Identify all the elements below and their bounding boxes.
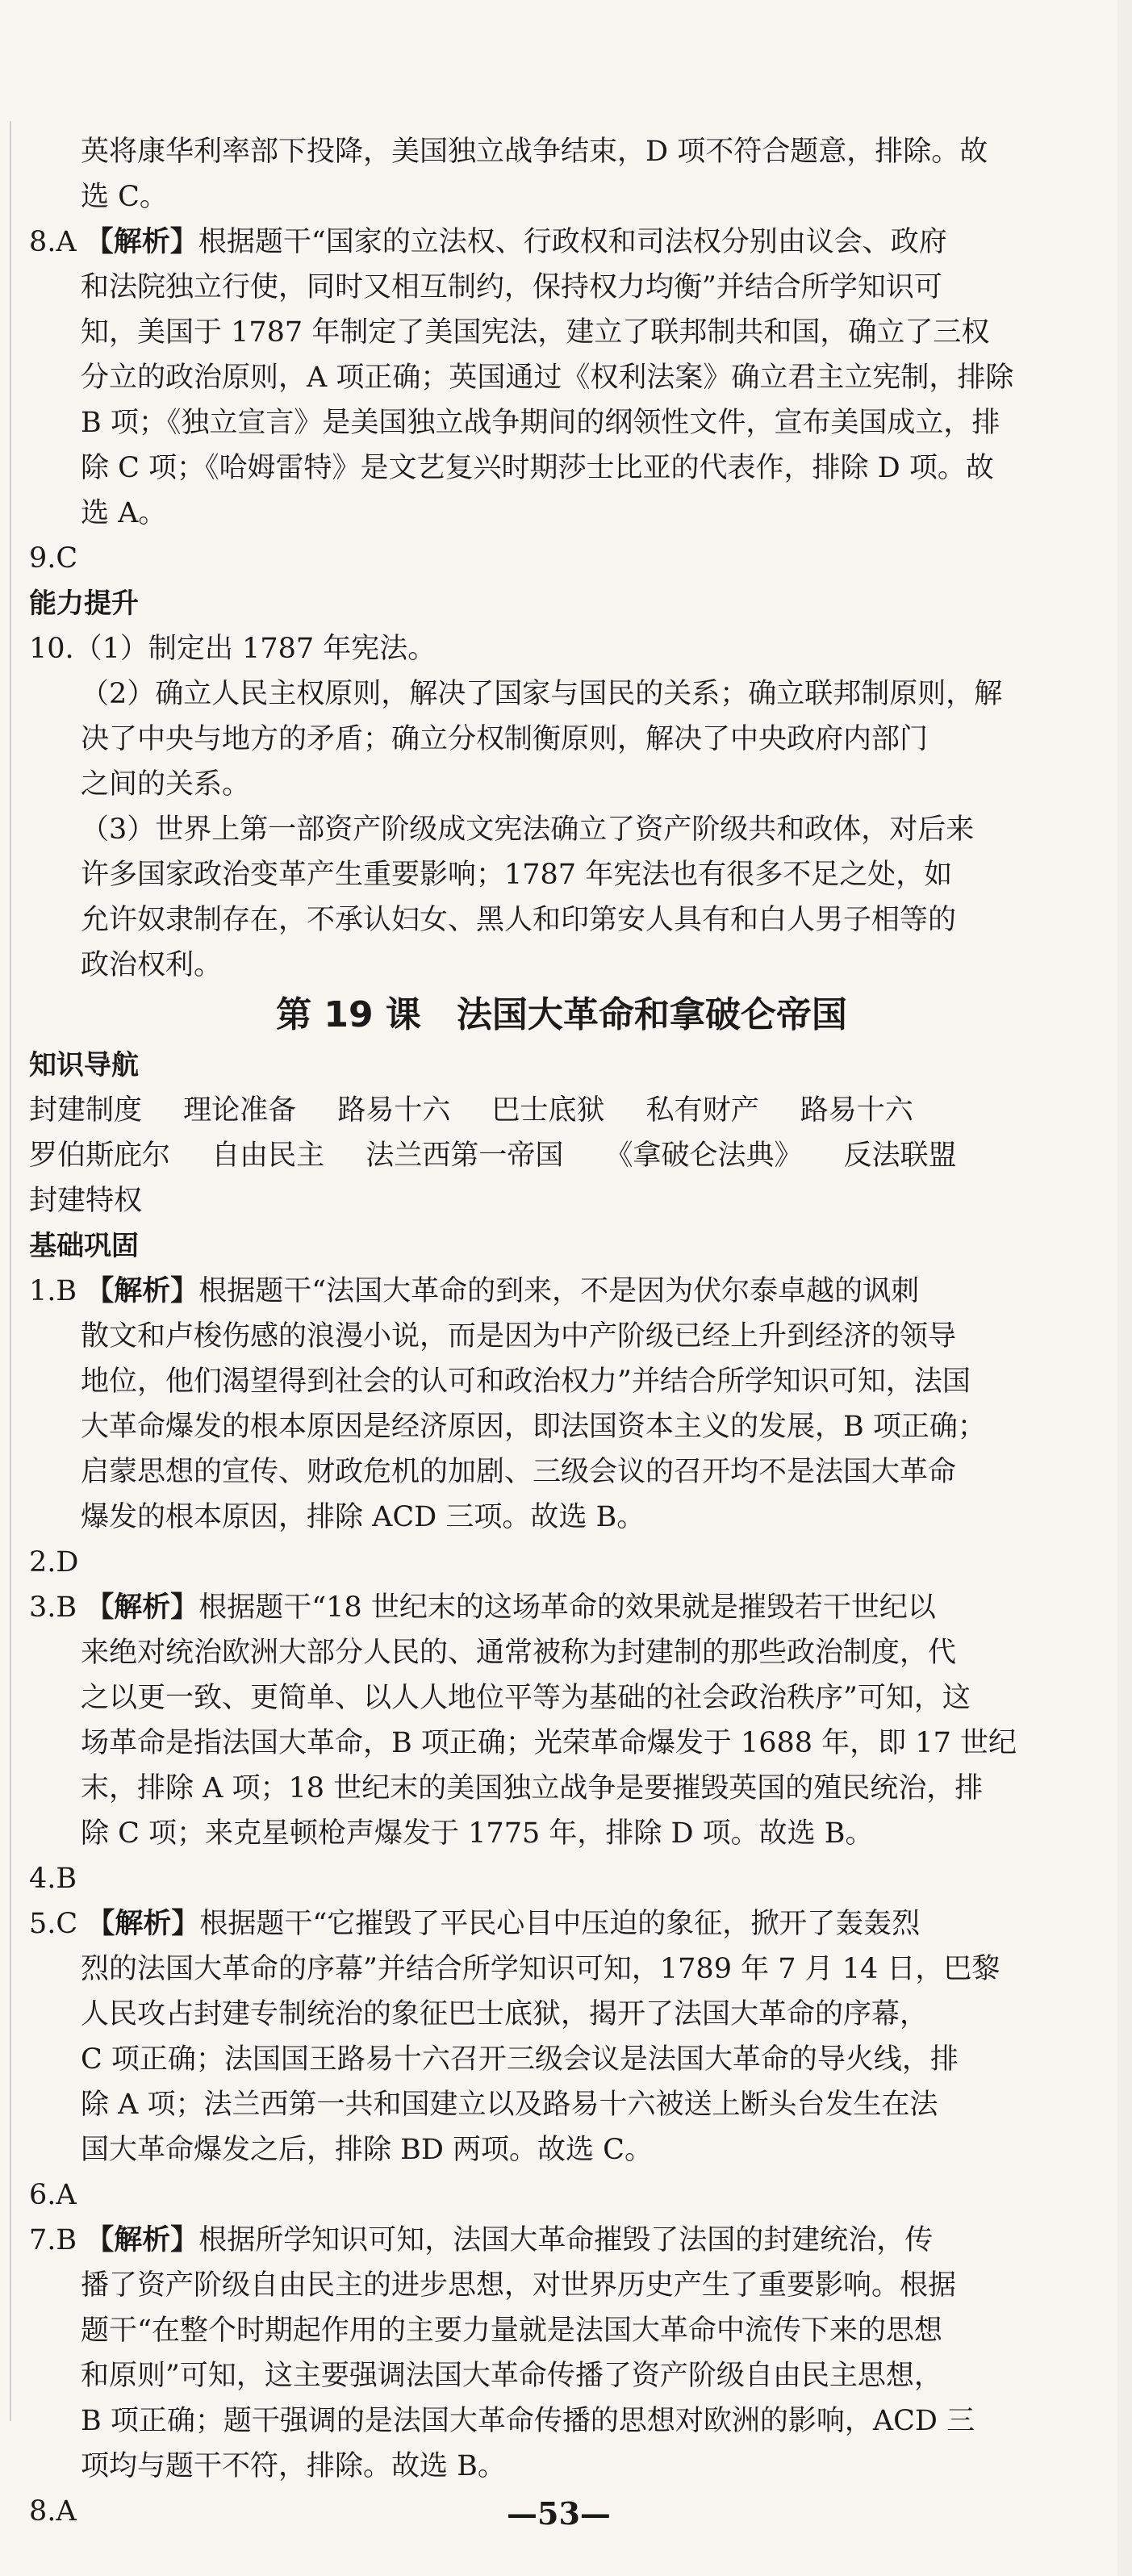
analysis-tag: 【解析】 xyxy=(86,2224,199,2256)
text-line: 爆发的根本原因，排除 ACD 三项。故选 B。 xyxy=(81,1501,645,1533)
answer-4: 4.B xyxy=(29,1863,77,1895)
text-line: B 项；《独立宣言》是美国独立战争期间的纲领性文件，宣布美国成立，排 xyxy=(81,407,1000,439)
analysis-text: 根据题干“18 世纪末的这场革命的效果就是摧毁若干世纪以 xyxy=(198,1591,936,1624)
text-line: 允许奴隶制存在，不承认妇女、黑人和印第安人具有和白人男子相等的 xyxy=(81,904,957,936)
text-line: 选 A。 xyxy=(81,497,167,529)
answer-8: 8.A xyxy=(29,2495,77,2528)
analysis-tag: 【解析】 xyxy=(86,1908,200,1940)
text-line: 分立的政治原则，A 项正确；英国通过《权利法案》确立君主立宪制，排除 xyxy=(81,362,1014,394)
analysis-text: 根据所学知识可知，法国大革命摧毁了法国的封建统治，传 xyxy=(198,2224,934,2256)
text-line: （2）确立人民主权原则，解决了国家与国民的关系；确立联邦制原则，解 xyxy=(81,678,1003,710)
answer-8-first-line xyxy=(29,220,1094,265)
text-line: 和法院独立行使，同时又相互制约，保持权力均衡”并结合所学知识可 xyxy=(81,271,942,303)
page-number: —53— xyxy=(507,2495,611,2532)
text-line: B 项正确；题干强调的是法国大革命传播的思想对欧洲的影响，ACD 三 xyxy=(81,2405,975,2437)
text-line: 人民攻占封建专制统治的象征巴士底狱，揭开了法国大革命的序幕， xyxy=(81,1998,929,2030)
term: 《拿破仑法典》 xyxy=(604,1140,803,1172)
answer-number: 8.A xyxy=(29,226,86,258)
lesson-title: 第 19 课 法国大革命和拿破仑帝国 xyxy=(276,994,847,1035)
answer-7-first-line xyxy=(29,2218,1094,2263)
term: 法兰西第一帝国 xyxy=(365,1140,564,1172)
answer-10-first-line: 10.（1）制定出 1787 年宪法。 xyxy=(29,633,437,665)
analysis-tag: 【解析】 xyxy=(86,1591,199,1624)
answer-5-first-line xyxy=(29,1901,1094,1947)
term: 自由民主 xyxy=(211,1140,325,1172)
term: 反法联盟 xyxy=(843,1140,957,1172)
answer-9: 9.C xyxy=(29,542,78,575)
knowledge-terms-row xyxy=(29,1088,1094,1133)
analysis-text: 根据题干“国家的立法权、行政权和司法权分别由议会、政府 xyxy=(198,226,947,258)
text-line: C 项正确；法国国王路易十六召开三级会议是法国大革命的导火线，排 xyxy=(81,2043,959,2076)
term: 理论准备 xyxy=(183,1094,297,1127)
section-heading-knowledge: 知识导航 xyxy=(29,1049,139,1081)
answer-content xyxy=(29,129,1094,2534)
term: 罗伯斯庇尔 xyxy=(29,1140,171,1172)
term: 巴士底狱 xyxy=(491,1094,605,1127)
text-line: 除 C 项；来克星顿枪声爆发于 1775 年，排除 D 项。故选 B。 xyxy=(81,1817,874,1850)
term: 路易十六 xyxy=(337,1094,451,1127)
term: 路易十六 xyxy=(800,1094,913,1127)
term: 封建制度 xyxy=(29,1094,143,1127)
text-line: 播了资产阶级自由民主的进步思想，对世界历史产生了重要影响。根据 xyxy=(81,2269,957,2302)
term: 封建特权 xyxy=(29,1185,143,1217)
text-line: 知，美国于 1787 年制定了美国宪法，建立了联邦制共和国，确立了三权 xyxy=(81,316,990,349)
answer-number: 7.B xyxy=(29,2224,86,2256)
knowledge-terms-row xyxy=(29,1178,1094,1223)
text-line: 之间的关系。 xyxy=(81,768,251,801)
text-line: 之以更一致、更简单、以人人地位平等为基础的社会政治秩序”可知，这 xyxy=(81,1682,971,1714)
text-line: 大革命爆发的根本原因是经济原因，即法国资本主义的发展，B 项正确； xyxy=(81,1411,986,1443)
text-line: 许多国家政治变革产生重要影响；1787 年宪法也有很多不足之处，如 xyxy=(81,859,953,891)
text-line: 除 A 项；法兰西第一共和国建立以及路易十六被送上断头台发生在法 xyxy=(81,2089,938,2121)
text-line: 题干“在整个时期起作用的主要力量就是法国大革命中流传下来的思想 xyxy=(81,2315,942,2347)
text-line: 决了中央与地方的矛盾；确立分权制衡原则，解决了中央政府内部门 xyxy=(81,723,929,755)
term: 私有财产 xyxy=(645,1094,759,1127)
text-line: 英将康华利率部下投降，美国独立战争结束，D 项不符合题意，排除。故 xyxy=(81,136,988,168)
answer-number: 1.B xyxy=(29,1275,86,1307)
section-heading-basic: 基础巩固 xyxy=(29,1230,139,1262)
text-line: 地位，他们渴望得到社会的认可和政治权力”并结合所学知识可知，法国 xyxy=(81,1365,971,1398)
answer-number: 5.C xyxy=(29,1908,87,1940)
text-line: 烈的法国大革命的序幕”并结合所学知识可知，1789 年 7 月 14 日，巴黎 xyxy=(81,1953,1000,1985)
text-line: 启蒙思想的宣传、财政危机的加剧、三级会议的召开均不是法国大革命 xyxy=(81,1456,957,1488)
analysis-text: 根据题干“法国大革命的到来，不是因为伏尔泰卓越的讽刺 xyxy=(198,1275,920,1307)
analysis-text: 根据题干“它摧毁了平民心目中压迫的象征，掀开了轰轰烈 xyxy=(199,1908,921,1940)
text-line: 末，排除 A 项；18 世纪末的美国独立战争是要摧毁英国的殖民统治，排 xyxy=(81,1772,984,1804)
text-line: 除 C 项；《哈姆雷特》是文艺复兴时期莎士比亚的代表作，排除 D 项。故 xyxy=(81,452,994,484)
answer-6: 6.A xyxy=(29,2179,77,2211)
text-line: 选 C。 xyxy=(81,181,168,213)
binding-rule xyxy=(10,121,11,2421)
text-line: 项均与题干不符，排除。故选 B。 xyxy=(81,2450,506,2482)
text-line: 场革命是指法国大革命，B 项正确；光荣革命爆发于 1688 年，即 17 世纪 xyxy=(81,1727,1017,1759)
section-heading-ability: 能力提升 xyxy=(29,588,139,620)
text-line: 和原则”可知，这主要强调法国大革命传播了资产阶级自由民主思想， xyxy=(81,2360,942,2392)
text-line: 来绝对统治欧洲大部分人民的、通常被称为封建制的那些政治制度，代 xyxy=(81,1637,957,1669)
answer-number: 3.B xyxy=(29,1591,86,1624)
analysis-tag: 【解析】 xyxy=(85,226,198,258)
answer-3-first-line xyxy=(29,1585,1094,1630)
answer-2: 2.D xyxy=(29,1546,79,1579)
knowledge-terms-row xyxy=(29,1133,1094,1178)
answer-1-first-line xyxy=(29,1269,1094,1314)
text-line: 政治权利。 xyxy=(81,949,223,981)
text-line: 国大革命爆发之后，排除 BD 两项。故选 C。 xyxy=(81,2134,653,2166)
text-line: 散文和卢梭伤感的浪漫小说，而是因为中产阶级已经上升到经济的领导 xyxy=(81,1320,957,1353)
analysis-tag: 【解析】 xyxy=(86,1275,199,1307)
adjacent-page-edge xyxy=(1117,0,1132,2576)
text-line: （3）世界上第一部资产阶级成文宪法确立了资产阶级共和政体，对后来 xyxy=(81,813,975,846)
